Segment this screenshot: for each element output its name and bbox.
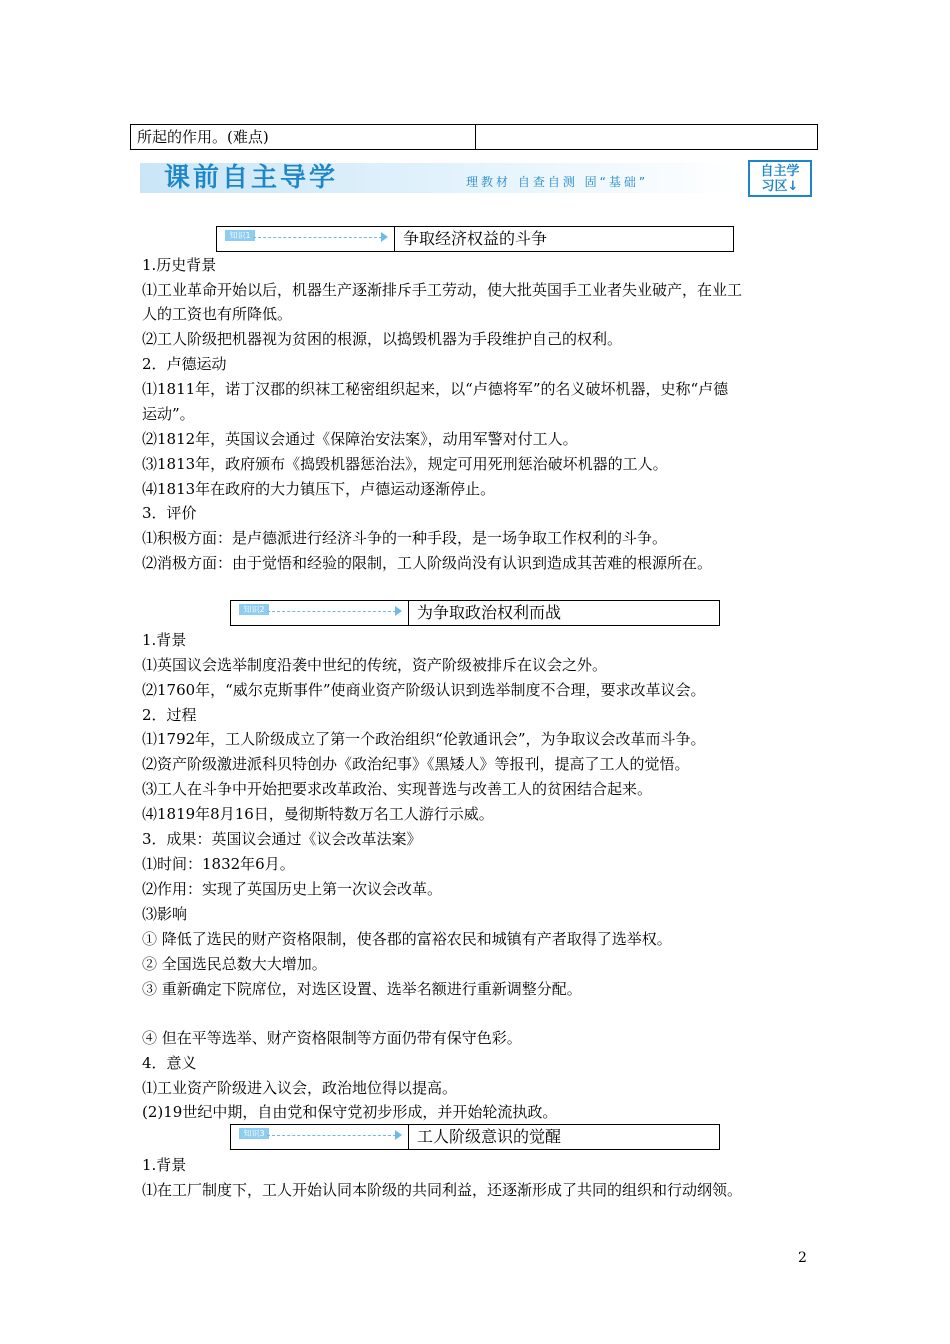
text-line: ④ 但在平等选举、财产资格限制等方面仍带有保守色彩。 [142, 1029, 522, 1047]
text-line: ① 降低了选民的财产资格限制，使各郡的富裕农民和城镇有产者取得了选举权。 [142, 930, 672, 948]
banner-title: 课前自主导学 [164, 163, 339, 193]
text-line: ⑵消极方面：由于觉悟和经验的限制，工人阶级尚没有认识到造成其苦难的根源所在。 [142, 554, 713, 572]
text-line: ⑵1760年，“威尔克斯事件”使商业资产阶级认识到选举制度不合理，要求改革议会。 [142, 681, 706, 699]
text-line: ⑶1813年，政府颁布《捣毁机器惩治法》，规定可用死刑惩治破坏机器的工人。 [142, 455, 668, 473]
knowledge-box-label [231, 601, 409, 625]
knowledge-box-label [231, 1125, 409, 1149]
text-line: ⑷1813年在政府的大力镇压下，卢德运动逐渐停止。 [142, 480, 496, 498]
text-line: 2．过程 [142, 706, 197, 724]
banner-tag-line2: 习区↓ [761, 179, 799, 194]
text-line: 4．意义 [142, 1054, 197, 1072]
text-line: ⑴1811年，诺丁汉郡的织袜工秘密组织起来，以“卢德将军”的名义破坏机器，史称“卢德 [142, 380, 729, 398]
text-line: 人的工资也有所降低。 [142, 305, 293, 323]
text-line: ⑴工业资产阶级进入议会，政治地位得以提高。 [142, 1079, 458, 1097]
banner-subtitle: 理教材 自查自测 固“基础” [466, 175, 649, 189]
text-line: ⑷1819年8月16日，曼彻斯特数万名工人游行示威。 [142, 805, 494, 823]
text-line: ⑴1792年，工人阶级成立了第一个政治组织“伦敦通讯会”，为争取议会改革而斗争。 [142, 730, 706, 748]
text-line: ② 全国选民总数大大增加。 [142, 955, 327, 973]
knowledge-box-title: 为争取政治权利而战 [417, 603, 562, 622]
header-table-cell-2 [476, 125, 817, 149]
banner-tag-line1: 自主学 [760, 164, 800, 179]
section-banner [140, 158, 816, 200]
knowledge-chip: 知识3 [239, 1128, 269, 1139]
knowledge-box-label [217, 227, 395, 251]
text-line: 1.背景 [142, 631, 187, 649]
arrow-right-icon [395, 1130, 402, 1140]
text-line: ⑴英国议会选举制度沿袭中世纪的传统，资产阶级被排斥在议会之外。 [142, 656, 608, 674]
text-line: 3．评价 [142, 504, 197, 522]
arrow-right-icon [395, 606, 402, 616]
header-table [130, 124, 818, 150]
text-line: ③ 重新确定下院席位，对选区设置、选举名额进行重新调整分配。 [142, 980, 582, 998]
text-line: ⑵作用：实现了英国历史上第一次议会改革。 [142, 880, 443, 898]
text-line: 2．卢德运动 [142, 355, 227, 373]
text-line: 3．成果：英国议会通过《议会改革法案》 [142, 830, 422, 848]
banner-tag [748, 160, 812, 197]
text-line: ⑴积极方面：是卢德派进行经济斗争的一种手段，是一场争取工作权利的斗争。 [142, 529, 668, 547]
text-line: ⑵工人阶级把机器视为贫困的根源，以捣毁机器为手段维护自己的权利。 [142, 330, 623, 348]
dashed-line [253, 237, 382, 238]
dashed-line [267, 611, 396, 612]
dashed-line [267, 1135, 396, 1136]
header-table-cell-1: 所起的作用。(难点) [131, 125, 476, 149]
knowledge-box-3 [230, 1124, 720, 1150]
text-line: ⑴时间：1832年6月。 [142, 855, 295, 873]
text-line: ⑶工人在斗争中开始把要求改革政治、实现普选与改善工人的贫困结合起来。 [142, 780, 653, 798]
text-line: ⑶影响 [142, 905, 188, 923]
knowledge-chip: 知识1 [225, 230, 255, 241]
knowledge-box-title: 工人阶级意识的觉醒 [417, 1127, 562, 1146]
text-line: 1.背景 [142, 1156, 187, 1174]
knowledge-box-2 [230, 600, 720, 626]
text-line: ⑵资产阶级激进派科贝特创办《政治纪事》《黑矮人》等报刊，提高了工人的觉悟。 [142, 755, 690, 773]
arrow-right-icon [381, 232, 388, 242]
text-line: ⑴在工厂制度下，工人开始认同本阶级的共同利益，还逐渐形成了共同的组织和行动纲领。 [142, 1181, 743, 1199]
text-line: ⑵1812年，英国议会通过《保障治安法案》，动用军警对付工人。 [142, 430, 578, 448]
text-line: 运动”。 [142, 405, 195, 423]
page-number: 2 [798, 1250, 807, 1266]
knowledge-box-title: 争取经济权益的斗争 [403, 229, 548, 248]
knowledge-box-1 [216, 226, 734, 252]
text-line: (2)19世纪中期，自由党和保守党初步形成，并开始轮流执政。 [142, 1103, 558, 1121]
knowledge-chip: 知识2 [239, 604, 269, 615]
text-line: 1.历史背景 [142, 256, 217, 274]
text-line: ⑴工业革命开始以后，机器生产逐渐排斥手工劳动，使大批英国手工业者失业破产，在业工 [142, 281, 743, 299]
